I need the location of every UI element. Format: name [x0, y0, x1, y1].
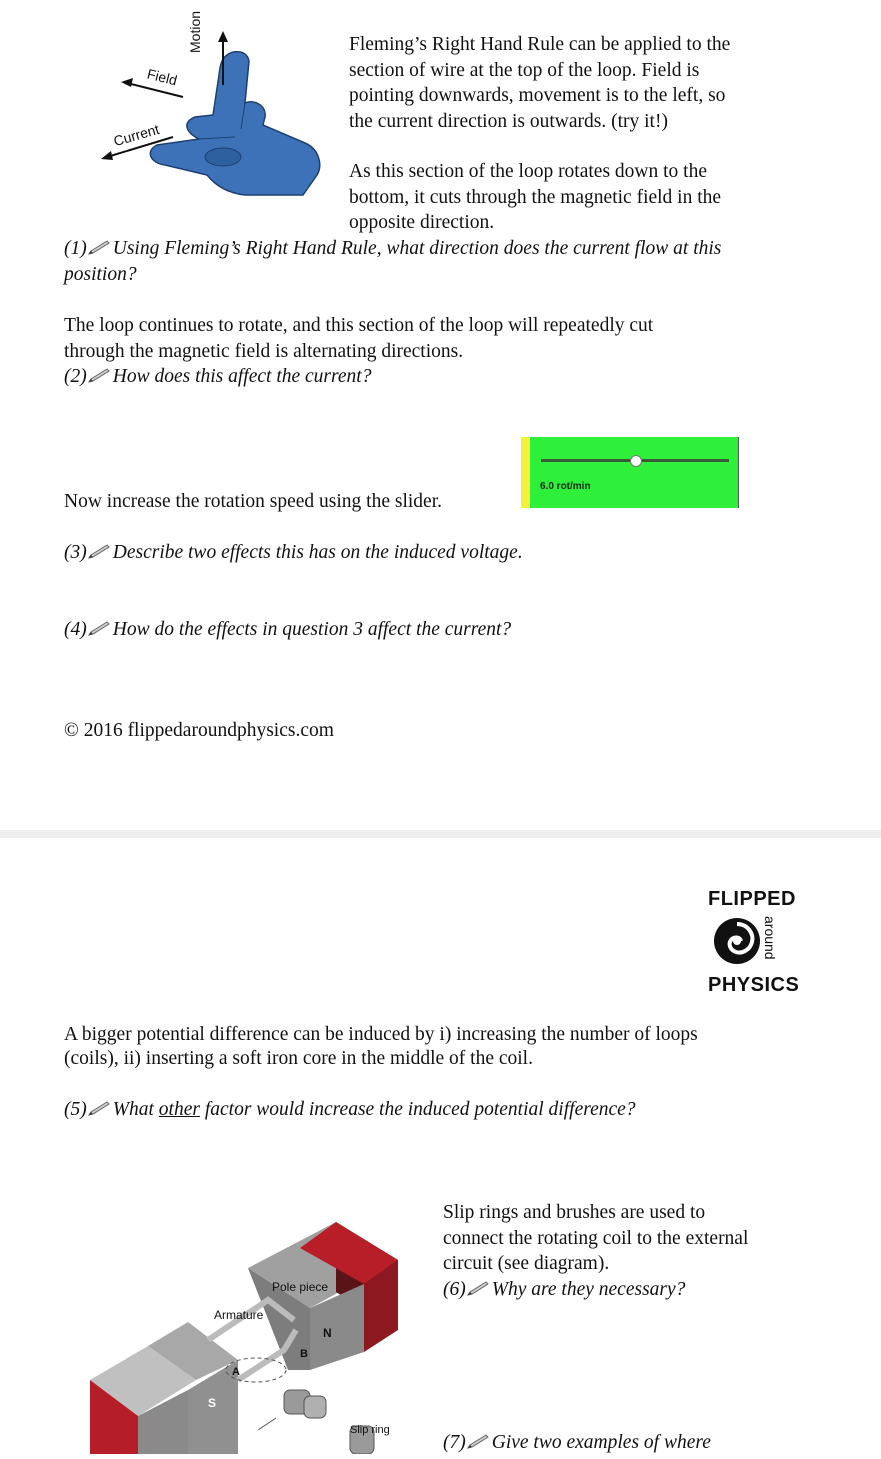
question-number: (6) — [443, 1279, 466, 1300]
pencil-icon — [466, 1281, 492, 1297]
pole-piece-label: Pole piece — [272, 1280, 329, 1294]
s-pole-label: S — [208, 1396, 217, 1410]
generator-diagram — [88, 1220, 418, 1454]
question-number: (3) — [64, 542, 87, 563]
speed-instruction: Now increase the rotation speed using the slider. — [64, 491, 442, 512]
motion-label: Motion — [187, 10, 203, 53]
generator-illustration — [88, 1220, 418, 1454]
armature-label: Armature — [214, 1308, 264, 1322]
intro-paragraph — [349, 32, 849, 134]
pencil-icon — [87, 368, 113, 384]
question-text-underlined: other — [158, 1099, 200, 1120]
question-number: (7) — [443, 1432, 466, 1453]
slip-rings-line: connect the rotating coil to the external — [443, 1227, 749, 1249]
question-text: position? — [64, 263, 137, 285]
rotation-speed-slider-panel — [521, 437, 739, 508]
slider-value: 6.0 rot/min — [540, 481, 591, 492]
question-number: (5) — [64, 1099, 87, 1120]
hand-diagram — [95, 10, 335, 200]
a-label: A — [232, 1366, 240, 1378]
question-text: Using Fleming’s Right Hand Rule, what direction does the current flow at this — [112, 238, 722, 259]
question-number: (1) — [64, 238, 87, 259]
question-text: Why are they necessary? — [491, 1279, 686, 1300]
question-text-after: factor would increase the induced potential difference? — [199, 1099, 636, 1120]
pencil-icon — [87, 544, 113, 560]
question-text-before: What — [112, 1099, 159, 1120]
continue-paragraph — [64, 313, 864, 364]
logo-side-text: around — [762, 916, 778, 960]
pencil-icon — [87, 1101, 113, 1117]
question-number: (2) — [64, 366, 87, 387]
copyright: © 2016 flippedaroundphysics.com — [64, 720, 334, 741]
question-2 — [64, 364, 864, 390]
pencil-icon — [466, 1434, 492, 1450]
logo-top-text: FLIPPED — [708, 888, 796, 910]
intro-line: the current direction is outwards. (try it!) — [349, 110, 668, 132]
slip-rings-line: circuit (see diagram). — [443, 1253, 610, 1274]
spiral-icon — [712, 916, 762, 966]
rotate-line: opposite direction. — [349, 212, 495, 233]
slip-rings-paragraph — [443, 1200, 873, 1277]
flipped-around-physics-logo — [706, 888, 802, 998]
rotate-line: As this section of the loop rotates down to the — [349, 161, 707, 182]
question-text: Give two examples of where — [491, 1432, 711, 1453]
question-5 — [64, 1097, 864, 1123]
pencil-icon — [87, 621, 113, 637]
question-text: Describe two effects this has on the induced voltage. — [112, 542, 523, 563]
continue-line: The loop continues to rotate, and this section of the loop will repeatedly cut — [64, 315, 654, 336]
question-3 — [64, 540, 864, 566]
question-text: How does this affect the current? — [112, 366, 372, 387]
intro-line: Fleming’s Right Hand Rule can be applied to the — [349, 34, 731, 55]
question-7 — [443, 1430, 873, 1456]
question-1 — [64, 236, 864, 287]
bigger-pd-line: A bigger potential difference can be induced by i) increasing the number of loops — [64, 1024, 698, 1045]
current-label: Current — [111, 120, 161, 150]
page-separator — [0, 830, 881, 838]
continue-line: through the magnetic field is alternating directions. — [64, 340, 464, 362]
question-4 — [64, 617, 864, 643]
slider-knob[interactable] — [630, 455, 642, 467]
right-hand-illustration — [95, 25, 335, 200]
logo-bottom-text: PHYSICS — [708, 974, 800, 996]
question-text: How do the effects in question 3 affect the current? — [112, 619, 512, 640]
rotate-line: bottom, it cuts through the magnetic field in the — [349, 186, 722, 208]
intro-line: section of wire at the top of the loop. Field is — [349, 59, 700, 81]
pencil-icon — [87, 240, 113, 256]
n-pole-label: N — [323, 1326, 332, 1340]
rotate-paragraph — [349, 159, 849, 236]
b-label: B — [300, 1348, 308, 1360]
bigger-pd-line: (coils), ii) inserting a soft iron core in the middle of the coil. — [64, 1048, 533, 1069]
slider-edge — [521, 437, 530, 508]
question-number: (4) — [64, 619, 87, 640]
bigger-pd-paragraph — [64, 1023, 864, 1071]
slip-ring-label: Slip ring — [350, 1424, 390, 1436]
intro-line: pointing downwards, movement is to the left, so — [349, 85, 726, 106]
slip-rings-line: Slip rings and brushes are used to — [443, 1202, 706, 1223]
question-6 — [443, 1277, 873, 1303]
field-label: Field — [145, 65, 179, 89]
